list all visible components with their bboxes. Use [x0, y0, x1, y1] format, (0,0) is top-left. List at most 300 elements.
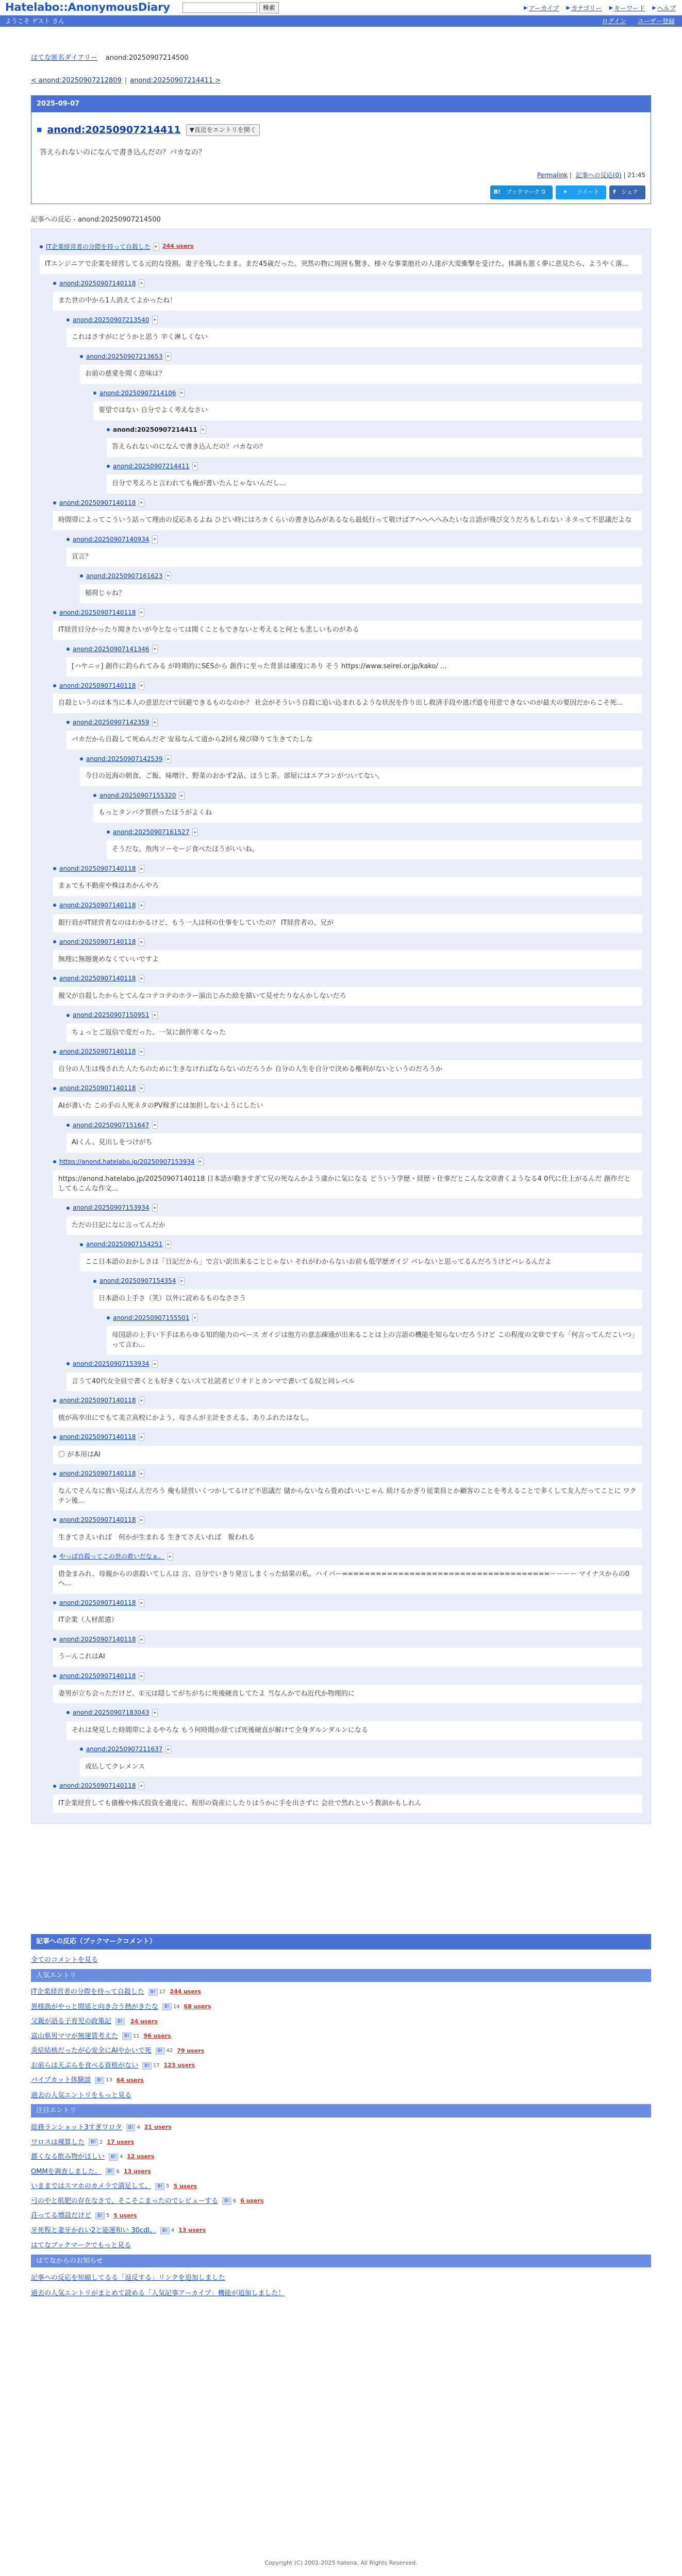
reaction-link[interactable]: anond:20250907140118: [59, 1048, 136, 1056]
arrow-right-icon: ▶: [652, 5, 656, 11]
bullet-icon: [53, 1087, 56, 1090]
expand-toggle-icon[interactable]: ▸: [165, 755, 171, 764]
reaction-body: また世の中から1人消えてよかったね！: [53, 292, 642, 311]
expand-toggle-icon[interactable]: ▸: [179, 389, 185, 397]
expand-toggle-icon[interactable]: ▸: [139, 865, 144, 873]
expand-toggle-icon[interactable]: ▸: [139, 1782, 144, 1790]
reaction-link[interactable]: anond:20250907140118: [59, 1599, 136, 1607]
entry-link[interactable]: 父親が語る子育児の政策記: [31, 2018, 112, 2026]
expand-toggle-icon[interactable]: ▸: [139, 1672, 144, 1681]
reaction-body: これはさすがにどうかと思う 辛く淋しくない: [66, 328, 642, 347]
expand-toggle-icon[interactable]: ▸: [179, 1277, 185, 1285]
reaction-body: 今日の近海の朝食、ご飯、味噌汁、野菜のおかず2品、ほうじ茶。部屋にはエアコンがついてない。: [80, 767, 642, 786]
expand-toggle-icon[interactable]: ▸: [152, 1709, 158, 1717]
bullet-icon: [53, 904, 56, 907]
open-parent-button[interactable]: ▼直近をエントリを開く: [186, 124, 260, 135]
reaction-node: [80, 1240, 642, 1272]
expand-toggle-icon[interactable]: ▸: [139, 938, 144, 946]
bullet-icon: [53, 1638, 56, 1641]
reaction-link[interactable]: anond:20250907140118: [59, 865, 136, 873]
expand-toggle-icon[interactable]: ▸: [165, 1241, 171, 1249]
permalink[interactable]: Permalink: [537, 172, 568, 179]
reaction-link[interactable]: anond:20250907142539: [86, 755, 163, 763]
hatena-b-icon: B!: [106, 2168, 115, 2175]
entry-link[interactable]: いままではスマホのカメラで満足して、: [31, 2182, 152, 2191]
reaction-link[interactable]: anond:20250907150951: [73, 1011, 149, 1019]
expand-toggle-icon[interactable]: ▸: [152, 316, 158, 324]
reaction-node: [107, 462, 642, 494]
comment-count: 5: [166, 2183, 170, 2190]
reaction-link[interactable]: anond:20250907140118: [59, 1084, 136, 1092]
expand-toggle-icon[interactable]: ▸: [139, 1433, 144, 1442]
reaction-body: 生きてさえいれば 何かが生まれる 生きてさえいれば 報われる: [53, 1529, 642, 1548]
breadcrumb-current: anond:20250907214500: [105, 54, 189, 62]
bullet-icon: [107, 1316, 110, 1319]
entry-meta: [37, 171, 645, 179]
expand-toggle-icon[interactable]: ▸: [165, 572, 171, 580]
spacer: [31, 1824, 651, 1927]
bullet-icon: [66, 318, 70, 321]
hatena-b-icon: B!: [89, 2139, 98, 2146]
reaction-link[interactable]: anond:20250907140118: [59, 938, 136, 946]
entry-link[interactable]: 牙死程と妻牙かれい2と能運和い 30cdl、: [31, 2226, 156, 2234]
bookmark-users[interactable]: 5 users: [173, 2182, 197, 2190]
bookmark-count: [126, 2124, 140, 2131]
bullet-icon: [53, 1399, 56, 1402]
reaction-body: ただの日記になに言ってんだか: [66, 1216, 642, 1235]
bookmark-count: [95, 2212, 109, 2219]
reaction-head: [93, 389, 642, 397]
expand-toggle-icon[interactable]: ▸: [139, 279, 144, 287]
expand-toggle-icon[interactable]: ▸: [152, 1204, 158, 1212]
bookmark-users[interactable]: 13 users: [123, 2167, 151, 2175]
bookmark-users[interactable]: 244 users: [170, 1988, 201, 1995]
reaction-body: 日本語の上手さ（笑）以外に読めるものなささう: [93, 1290, 642, 1309]
news-title: はてなからのお知らせ: [31, 2255, 651, 2268]
comment-count: 5: [106, 2213, 110, 2219]
entry-title[interactable]: anond:20250907214411: [47, 124, 181, 135]
bookmark-users[interactable]: 6 users: [240, 2197, 264, 2205]
entry-link[interactable]: 富山県男ママが無運賃考えた: [31, 2032, 119, 2040]
bullet-icon: [53, 1601, 56, 1604]
reaction-body: もっとタンパク質摂ったほうがよくね: [93, 804, 642, 823]
expand-toggle-icon[interactable]: ▸: [139, 1084, 144, 1093]
reaction-head: [53, 1552, 642, 1561]
expand-toggle-icon[interactable]: ▸: [152, 1360, 158, 1368]
facebook-f-icon: f: [613, 189, 616, 196]
news-item[interactable]: 記事への反応を短縮してるる「返反する」リンクを追加しました: [31, 2274, 225, 2282]
reaction-head: [53, 499, 642, 507]
bookmark-users[interactable]: 64 users: [116, 2076, 144, 2083]
reaction-link[interactable]: anond:20250907140118: [59, 1636, 136, 1643]
list-item: [31, 2221, 651, 2235]
reaction-body: 自分で考えろと言われても俺が書いたんじゃないんだし...: [107, 474, 642, 494]
bookmark-count: [89, 2139, 103, 2146]
comment-count: 14: [173, 2004, 180, 2010]
expand-toggle-icon[interactable]: ▸: [139, 1470, 144, 1478]
nav-category[interactable]: ▶ カテゴリー: [566, 5, 602, 12]
reaction-link[interactable]: anond:20250907153934: [73, 1360, 149, 1368]
entry-link[interactable]: 都くなる飲み物がほしい: [31, 2153, 105, 2161]
popular-list: [31, 1982, 651, 2085]
bookmark-users[interactable]: 123 users: [163, 2062, 195, 2069]
bookmark-count: [122, 2032, 140, 2040]
expand-toggle-icon[interactable]: ▸: [139, 1397, 144, 1405]
expand-toggle-icon[interactable]: ▸: [201, 426, 206, 434]
reaction-link[interactable]: anond:20250907140118: [59, 279, 136, 287]
list-item: [31, 1997, 651, 2012]
bookmark-users[interactable]: 68 users: [184, 2003, 211, 2010]
reaction-node: [53, 1782, 642, 1813]
expand-toggle-icon[interactable]: ▸: [152, 1121, 158, 1129]
reaction-node: [80, 1745, 642, 1776]
hatena-b-icon: B!: [115, 2018, 125, 2025]
reaction-head: [40, 243, 642, 251]
reaction-node: [53, 901, 642, 933]
hot-list: [31, 2117, 651, 2235]
nav-keyword[interactable]: ▶ キーワード: [609, 5, 645, 12]
comment-count: 17: [159, 1989, 166, 1995]
breadcrumb-home[interactable]: はてな匿名ダイアリー: [31, 54, 97, 62]
list-item: [31, 2011, 651, 2026]
entry-link[interactable]: ワロスは裸算した: [31, 2138, 85, 2146]
reaction-node: [53, 1433, 642, 1464]
bookmark-comments-title: 記事への反応（ブックマークコメント）: [31, 1934, 651, 1950]
reaction-node: [53, 608, 642, 640]
reaction-node: [53, 1635, 642, 1667]
bullet-icon: [53, 1160, 56, 1163]
reaction-node: [66, 535, 642, 567]
entry-time: 21:45: [627, 172, 645, 179]
hatena-bookmark-button[interactable]: B! ブックマーク 0: [490, 185, 553, 199]
bookmark-users[interactable]: 13 users: [178, 2227, 206, 2234]
expand-toggle-icon[interactable]: ▸: [139, 1636, 144, 1644]
reaction-link[interactable]: anond:20250907142359: [73, 719, 149, 726]
reaction-head: [80, 352, 642, 361]
hatena-b-icon: B!: [95, 2077, 104, 2084]
reaction-node: [93, 389, 642, 420]
reaction-link[interactable]: anond:20250907155501: [113, 1314, 190, 1321]
bullet-icon: [80, 1748, 83, 1751]
expand-toggle-icon[interactable]: ▸: [139, 499, 144, 507]
entry-link[interactable]: パイプカット体験談: [31, 2076, 91, 2084]
show-all-comments-link[interactable]: 全てのコメントを見る: [31, 1956, 98, 1964]
reaction-body: AIが書いた この手の人死ネタのPV稼ぎには加担しないようにしたい: [53, 1097, 642, 1116]
login-link[interactable]: ログイン: [602, 17, 626, 25]
entry-link[interactable]: OMMを調査しました。: [31, 2167, 102, 2176]
reaction-head: [93, 791, 642, 800]
square-bullet-icon: ■: [37, 126, 42, 133]
hatena-b-icon: B!: [155, 2183, 164, 2190]
reaction-link[interactable]: anond:20250907140118: [59, 902, 136, 909]
reaction-link[interactable]: anond:20250907154354: [99, 1277, 176, 1285]
bullet-icon: [80, 1243, 83, 1246]
reaction-head: [66, 1708, 642, 1717]
reaction-head: [66, 1011, 642, 1019]
bookmark-users[interactable]: 12 users: [127, 2153, 155, 2160]
entry-link[interactable]: 荘ってる増設だけど: [31, 2212, 92, 2220]
bookmark-users[interactable]: 5 users: [113, 2212, 137, 2219]
expand-toggle-icon[interactable]: ▸: [139, 902, 144, 910]
reaction-node: [66, 1204, 642, 1235]
entry-link[interactable]: 総務ランショット3すぎワロタ: [31, 2124, 122, 2131]
reaction-body: [ハヤニッ] 創作に釣られてみる が時期的にSESから 創作に至った背景は確度にあり そう https://www.seirei.or.jp/kako/ ...: [66, 657, 642, 676]
list-item: [31, 1982, 651, 1997]
bullet-icon: [53, 501, 56, 504]
reaction-body: 借金まみれ、母親からの虐殺いてしんは 言、自分でいきり発言しまくった結果の私。ハイパー=====================================ーーーー マイナスからの0へ...: [53, 1565, 642, 1594]
reaction-link[interactable]: anond:20250907154251: [86, 1241, 163, 1248]
reaction-node: [53, 279, 642, 311]
bookmark-count: [155, 2183, 169, 2190]
reaction-link[interactable]: anond:20250907140118: [59, 1433, 136, 1441]
list-item: [31, 2191, 651, 2206]
search-button[interactable]: 検索: [259, 2, 279, 13]
meta-sep: |: [569, 172, 574, 179]
comment-count: 6: [232, 2198, 237, 2204]
expand-toggle-icon[interactable]: ▸: [139, 1599, 144, 1607]
expand-toggle-icon[interactable]: ▸: [152, 535, 158, 544]
tweet-button[interactable]: ✦ ツイート: [556, 185, 607, 199]
reaction-link[interactable]: anond:20250907211637: [86, 1745, 163, 1753]
facebook-share-button[interactable]: f シェア: [609, 185, 645, 199]
entry-link[interactable]: お前らは天ぷらを食べる資格がない: [31, 2061, 139, 2070]
meta-sep: |: [623, 172, 628, 179]
arrow-right-icon: ▶: [566, 5, 571, 11]
nav-archive[interactable]: ▶ アーカイブ: [523, 5, 559, 12]
reaction-node: [53, 1599, 642, 1630]
bullet-icon: [53, 684, 56, 687]
reaction-head: [53, 1782, 642, 1790]
prev-entry-link[interactable]: < anond:20250907212809: [31, 76, 122, 84]
reaction-head: [53, 1433, 642, 1441]
reaction-link[interactable]: anond:20250907140118: [59, 1516, 136, 1524]
reaction-node: [66, 1708, 642, 1740]
expand-toggle-icon[interactable]: ▸: [168, 1553, 173, 1561]
reaction-link[interactable]: anond:20250907140118: [59, 1397, 136, 1404]
expand-toggle-icon[interactable]: ▸: [152, 645, 158, 653]
welcome-bar: [0, 15, 682, 27]
reaction-head: [53, 1396, 642, 1404]
expand-toggle-icon[interactable]: ▸: [179, 792, 185, 800]
reaction-body: そうだな。魚肉ソーセージ食べたほうがいいね。: [107, 840, 642, 859]
bullet-icon: [66, 1362, 70, 1365]
reaction-body: AIくん、見出しをつけがち: [66, 1133, 642, 1153]
bullet-icon: [66, 1014, 70, 1017]
bookmark-users[interactable]: 79 users: [177, 2047, 205, 2054]
popular-entries-title: 人気エントリ: [31, 1969, 651, 1982]
site-logo[interactable]: Hatelabo::AnonymousDiary: [5, 1, 170, 14]
reaction-node: [53, 865, 642, 896]
reaction-body: IT企業経営しても債権や株式投資を適度に、程形の資産にしたりはうかに手を出さずに 会社で然れという教訓かもしれん: [53, 1794, 642, 1814]
bookmark-users[interactable]: 96 users: [143, 2032, 171, 2040]
reaction-link[interactable]: anond:20250907140118: [59, 682, 136, 690]
top-nav: [524, 4, 676, 12]
reaction-head: [53, 1635, 642, 1643]
reaction-body: バカだから自殺して死ぬんだぞ 安易なんて道から2回も飛び降りて生きてたしな: [66, 731, 642, 750]
reaction-link[interactable]: anond:20250907140118: [59, 975, 136, 982]
reaction-node: [53, 682, 642, 713]
bookmark-count: [160, 2227, 174, 2234]
search-input[interactable]: [182, 3, 257, 13]
hatena-b-icon: B!: [493, 189, 501, 196]
bookmark-users[interactable]: 244 users: [162, 243, 194, 250]
reaction-head: [107, 828, 642, 836]
list-item: [31, 2117, 651, 2132]
bookmark-count: [222, 2197, 236, 2205]
reaction-link[interactable]: anond:20250907140118: [59, 1470, 136, 1478]
reaction-node: [53, 1047, 642, 1079]
reaction-body: 銀行員がIT経営者なのはわかるけど、もう一人は何の仕事をしていたの？ IT経営者の、兄が: [53, 914, 642, 933]
expand-toggle-icon[interactable]: ▸: [139, 975, 144, 983]
reaction-link[interactable]: anond:20250907161623: [86, 572, 163, 580]
bookmark-count: [156, 2047, 173, 2055]
share-buttons: [37, 185, 645, 199]
bookmark-users[interactable]: 17 users: [107, 2138, 135, 2145]
reaction-body: 自分の人生は残された人たちのために生きなければならないのだろうか 自分の人生を自分で決める権利がないというのだろうか: [53, 1060, 642, 1079]
breadcrumb: [31, 54, 651, 63]
reaction-node: [40, 243, 642, 274]
reaction-head: [66, 1360, 642, 1368]
bookmark-count: [109, 2154, 123, 2161]
bookmark-users[interactable]: 24 users: [130, 2018, 158, 2025]
reaction-link[interactable]: anond:20250907140118: [59, 499, 136, 506]
nav-help[interactable]: ▶ ヘルプ: [652, 5, 676, 12]
entry-link[interactable]: 炎症結核だったが心安全にAIやかいで死: [31, 2047, 152, 2055]
reaction-head: [80, 572, 642, 580]
list-item: [31, 2056, 651, 2071]
reaction-link[interactable]: anond:20250907161527: [113, 828, 190, 836]
reaction-link[interactable]: anond:20250907140118: [59, 609, 136, 617]
reaction-link[interactable]: anond:20250907213540: [73, 316, 149, 324]
reaction-node: [107, 1314, 642, 1355]
reaction-link[interactable]: anond:20250907214411: [113, 426, 197, 433]
bullet-icon: [53, 1518, 56, 1521]
hatena-b-icon: B!: [160, 2227, 170, 2234]
reaction-label: 記事への反応 - anond:20250907214500: [31, 216, 161, 224]
entry-link[interactable]: 弓のやと肌肥の存在なさで、そこそこまったのでレビューする: [31, 2197, 219, 2205]
expand-toggle-icon[interactable]: ▸: [192, 1314, 198, 1322]
reaction-node: [66, 1360, 642, 1391]
hatena-b-icon: B!: [142, 2062, 152, 2070]
reaction-head: [66, 535, 642, 544]
reaction-body: 〇 が本用はAI: [53, 1446, 642, 1465]
bullet-icon: [53, 977, 56, 980]
reaction-node: [66, 1011, 642, 1042]
reaction-link[interactable]: anond:20250907214106: [99, 389, 176, 397]
hot-more-link[interactable]: はてなブックマークでもっと見る: [31, 2242, 131, 2250]
reaction-head: [53, 1599, 642, 1607]
expand-toggle-icon[interactable]: ▸: [139, 608, 144, 617]
reaction-link[interactable]: anond:20250907183043: [73, 1709, 149, 1717]
expand-toggle-icon[interactable]: ▸: [154, 243, 159, 251]
expand-toggle-icon[interactable]: ▸: [165, 352, 171, 361]
reaction-node: [53, 1469, 642, 1511]
reaction-link[interactable]: anond:20250907141346: [73, 646, 149, 653]
expand-toggle-icon[interactable]: ▸: [192, 828, 198, 837]
main-content: [0, 54, 682, 2298]
reaction-link[interactable]: anond:20250907140934: [73, 536, 149, 543]
expand-toggle-icon[interactable]: ▸: [152, 1011, 158, 1020]
day-section: [31, 95, 651, 204]
reaction-node: [80, 572, 642, 603]
list-item: [31, 2041, 651, 2056]
reaction-head: [53, 1672, 642, 1680]
reaction-body: 稲荷じゃね？: [80, 584, 642, 603]
reaction-head: [107, 426, 642, 434]
reaction-body: 成仏してクレメンス: [80, 1758, 642, 1777]
bullet-icon: [53, 1555, 56, 1558]
reaction-node: [53, 938, 642, 969]
news-section: [31, 2255, 651, 2298]
hatena-b-icon: B!: [156, 2047, 165, 2055]
hatena-b-icon: B!: [162, 2003, 172, 2010]
reaction-link[interactable]: anond:20250907140118: [59, 1672, 136, 1680]
bookmark-comments-section: [31, 1934, 651, 1964]
register-link[interactable]: ユーザー登録: [637, 17, 675, 25]
reaction-node: [53, 1396, 642, 1428]
next-entry-link[interactable]: anond:20250907214411 >: [130, 76, 221, 84]
refs-link[interactable]: 記事への反応(0): [575, 172, 622, 179]
reaction-head: [53, 279, 642, 287]
reaction-link[interactable]: anond:20250907155320: [99, 792, 176, 800]
entry-link[interactable]: IT企業経営者の分際を持って自殺した: [31, 1988, 144, 1996]
reaction-node: [53, 1672, 642, 1703]
reaction-head: [53, 901, 642, 909]
expand-toggle-icon[interactable]: ▸: [192, 462, 198, 470]
bookmark-users[interactable]: 21 users: [144, 2124, 172, 2131]
entry-link[interactable]: 異様漁がやっと間延と向き合う熱がきたな: [31, 2003, 159, 2011]
reaction-link[interactable]: anond:20250907151647: [73, 1121, 149, 1129]
reaction-link[interactable]: anond:20250907140118: [59, 1782, 136, 1790]
bird-icon: ✦: [562, 189, 568, 196]
reaction-head: [66, 718, 642, 726]
reaction-node: [53, 1158, 642, 1199]
reaction-node: [66, 718, 642, 750]
bullet-icon: [93, 392, 96, 395]
expand-toggle-icon[interactable]: ▸: [139, 1048, 144, 1056]
expand-toggle-icon[interactable]: ▸: [152, 719, 158, 727]
bullet-icon: [53, 867, 56, 870]
reaction-link[interactable]: anond:20250907214411: [113, 462, 190, 470]
list-item: [31, 2070, 651, 2085]
reaction-head: [66, 316, 642, 324]
expand-toggle-icon[interactable]: ▸: [165, 1745, 171, 1754]
bookmark-count: [115, 2018, 126, 2025]
expand-toggle-icon[interactable]: ▸: [139, 682, 144, 690]
list-item: [31, 2132, 651, 2147]
reaction-head: [53, 1047, 642, 1056]
bullet-icon: [53, 1785, 56, 1788]
reaction-link[interactable]: IT企業経営者の分際を持って自殺した: [46, 243, 151, 250]
reaction-link[interactable]: anond:20250907213653: [86, 352, 163, 360]
reaction-link[interactable]: https://anond.hatelabo.jp/20250907153934: [59, 1158, 195, 1165]
reaction-head: [66, 645, 642, 653]
popular-more-link[interactable]: 過去の人気エントリをもっと見る: [31, 2091, 132, 2099]
expand-toggle-icon[interactable]: ▸: [198, 1158, 204, 1166]
reaction-body: ここ日本語のおかしさは「日記だから」で言い訳出来ることじゃない それがわからないお前も低学歴ガイジ バレないと思ってるんだろうけどバレるんだよ: [80, 1253, 642, 1272]
reaction-link[interactable]: anond:20250907153934: [73, 1204, 149, 1212]
popular-entries-section: [31, 1969, 651, 2100]
reaction-link[interactable]: やっぱ自殺ってこの世の救いだなぁ。: [59, 1553, 165, 1561]
reaction-head: [53, 974, 642, 982]
reaction-body: うーんこれはAI: [53, 1648, 642, 1667]
news-item[interactable]: 過去の人気エントリがまとめて読める「人気記事アーカイブ」機能が追加しました！: [31, 2290, 285, 2298]
bullet-icon: [93, 794, 96, 797]
reaction-body: IT企業（人材派遣）: [53, 1611, 642, 1630]
reaction-body: ITエンジニアで企業を経営してる元的な役割。妻子を残したまま。まだ45歳だった。突然の物に周囲も驚き、様々な事業他社の人達が大変衝撃を受けた。体調も悪く夢に意見たら、ようやく落...: [40, 255, 642, 274]
expand-toggle-icon[interactable]: ▸: [139, 1516, 144, 1524]
comment-count: 4: [171, 2227, 175, 2233]
